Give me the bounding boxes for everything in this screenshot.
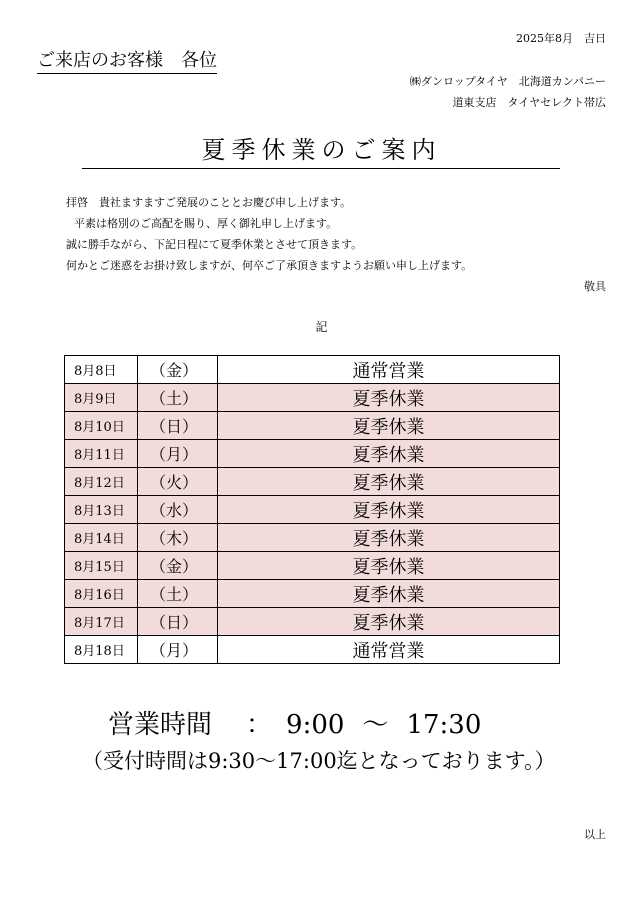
table-row (65, 580, 560, 608)
date-cell: 8月16日 (65, 580, 138, 608)
date-cell: 8月17日 (65, 608, 138, 636)
hours-label: 営業時間 (108, 710, 213, 740)
table-row (65, 468, 560, 496)
closing-word: 敬具 (584, 280, 606, 293)
business-hours (108, 704, 481, 741)
weekday-cell: （火） (138, 468, 218, 496)
weekday-cell: （木） (138, 524, 218, 552)
status-cell: 夏季休業 (218, 412, 560, 440)
hours-open: 9:00 (286, 710, 345, 740)
status-cell: 夏季休業 (218, 496, 560, 524)
recipient-line: ご来店のお客様 各位 (37, 46, 217, 74)
date-cell: 8月11日 (65, 440, 138, 468)
weekday-cell: （月） (138, 636, 218, 664)
status-cell: 夏季休業 (218, 384, 560, 412)
company-name: ㈱ダンロップタイヤ 北海道カンパニー (409, 75, 606, 88)
table-row (65, 384, 560, 412)
weekday-cell: （水） (138, 496, 218, 524)
table-row (65, 440, 560, 468)
table-row (65, 608, 560, 636)
body-line: 拝啓 貴社ますますご発展のこととお慶び申し上げます。 (66, 196, 352, 209)
date-cell: 8月9日 (65, 384, 138, 412)
status-cell: 夏季休業 (218, 552, 560, 580)
date-cell: 8月8日 (65, 356, 138, 384)
branch-name: 道東支店 タイヤセレクト帯広 (452, 96, 606, 109)
date-cell: 8月18日 (65, 636, 138, 664)
body-line: 平素は格別のご高配を賜り、厚く御礼申し上げます。 (74, 217, 338, 230)
date-cell: 8月15日 (65, 552, 138, 580)
holiday-schedule-table (64, 355, 560, 664)
hours-tilde: ～ (362, 710, 389, 740)
weekday-cell: （月） (138, 440, 218, 468)
table-row (65, 496, 560, 524)
weekday-cell: （日） (138, 608, 218, 636)
title-underline (82, 168, 560, 169)
table-row (65, 524, 560, 552)
body-line: 誠に勝手ながら、下記日程にて夏季休業とさせて頂きます。 (66, 238, 363, 251)
status-cell: 夏季休業 (218, 524, 560, 552)
table-row (65, 636, 560, 664)
table-row (65, 552, 560, 580)
ki-mark: 記 (315, 320, 328, 334)
weekday-cell: （金） (138, 552, 218, 580)
status-cell: 通常営業 (218, 636, 560, 664)
issue-date: 2025年8月 吉日 (516, 32, 606, 45)
status-cell: 夏季休業 (218, 440, 560, 468)
date-cell: 8月13日 (65, 496, 138, 524)
weekday-cell: （金） (138, 356, 218, 384)
hours-separator: ： (246, 710, 273, 740)
hours-close: 17:30 (406, 710, 482, 740)
date-cell: 8月12日 (65, 468, 138, 496)
status-cell: 通常営業 (218, 356, 560, 384)
status-cell: 夏季休業 (218, 608, 560, 636)
date-cell: 8月10日 (65, 412, 138, 440)
weekday-cell: （土） (138, 384, 218, 412)
table-row (65, 356, 560, 384)
status-cell: 夏季休業 (218, 468, 560, 496)
end-mark: 以上 (584, 828, 606, 841)
page-title: 夏季休業のご案内 (201, 136, 442, 164)
reception-note: （受付時間は9:30～17:00迄となっております。） (82, 749, 556, 773)
status-cell: 夏季休業 (218, 580, 560, 608)
table-row (65, 412, 560, 440)
date-cell: 8月14日 (65, 524, 138, 552)
weekday-cell: （土） (138, 580, 218, 608)
body-line: 何かとご迷惑をお掛け致しますが、何卒ご了承頂きますようお願い申し上げます。 (66, 259, 473, 272)
weekday-cell: （日） (138, 412, 218, 440)
